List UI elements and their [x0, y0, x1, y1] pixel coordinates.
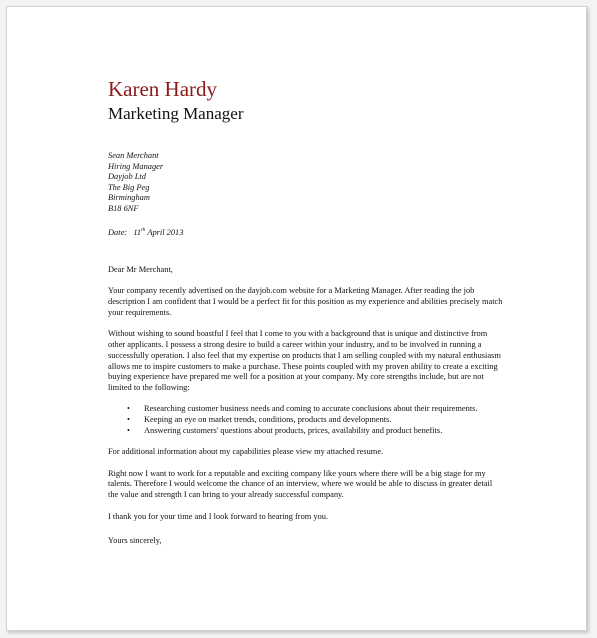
list-item-text: Keeping an eye on market trends, conditions, products and developments. [144, 415, 392, 425]
letter-body [108, 265, 503, 558]
recipient-city: Birmingham [108, 193, 150, 202]
date-label: Date: [108, 228, 128, 237]
salutation: Dear Mr Merchant, [108, 265, 173, 274]
recipient-name: Sean Merchant [108, 151, 159, 160]
recipient-company: Dayjob Ltd [108, 172, 146, 181]
applicant-title: Marketing Manager [108, 104, 244, 123]
paragraph-resume: For additional information about my capabilities please view my attached resume. [108, 447, 384, 457]
recipient-street: The Big Peg [108, 182, 150, 192]
list-item [127, 415, 503, 426]
bullet-icon: • [127, 404, 130, 414]
list-item [127, 426, 503, 437]
list-item [127, 404, 503, 415]
list-item-text: Answering customers' questions about products, prices, availability and product benefits. [144, 426, 443, 436]
list-item-text: Researching customer business needs and coming to accurate conclusions about their requirements. [144, 404, 478, 414]
bullet-icon: • [127, 415, 130, 425]
applicant-name: Karen Hardy [108, 77, 218, 101]
date-month-year: April 2013 [147, 228, 184, 237]
date-day: 11 [133, 228, 142, 237]
recipient-position: Hiring Manager [108, 161, 164, 171]
recipient-address [108, 151, 163, 214]
paragraph-background: Without wishing to sound boastful I feel that I come to you with a background that is unique and distinctive from other applicants. I possess a strong desire to build a career within your industry, and to be involved in running a successfully operation. I also feel that my expertise on products that I am selling coupled with my natural enthusiasm allows me to inspire customers to make a purchase. These points coupled with my proven ability to create a exciting buying experience have prepared me well for a position at your company. My core strengths include, but are not limited to the following: [108, 329, 501, 393]
strengths-list [108, 404, 503, 436]
recipient-postcode: B18 6NF [108, 203, 139, 213]
closing: Yours sincerely, [108, 536, 162, 546]
paragraph-intro: Your company recently advertised on the dayjob.com website for a Marketing Manager. After reading the job description I am confident that I would be a perfect fit for this position as my experience and abilities precisely match your requirements. [108, 286, 503, 317]
letter-page [6, 6, 587, 631]
bullet-icon: • [127, 426, 130, 436]
paragraph-interview: Right now I want to work for a reputable and exciting company like yours where there will be a big stage for my talents. Therefore I would welcome the chance of an interview, where we would be able to discuss in greater detail the value and strength I can bring to your already successful company. [108, 468, 493, 500]
paragraph-thanks: I thank you for your time and I look forward to hearing from you. [108, 511, 329, 521]
date-suffix: th [141, 227, 146, 234]
letter-date [108, 227, 183, 239]
